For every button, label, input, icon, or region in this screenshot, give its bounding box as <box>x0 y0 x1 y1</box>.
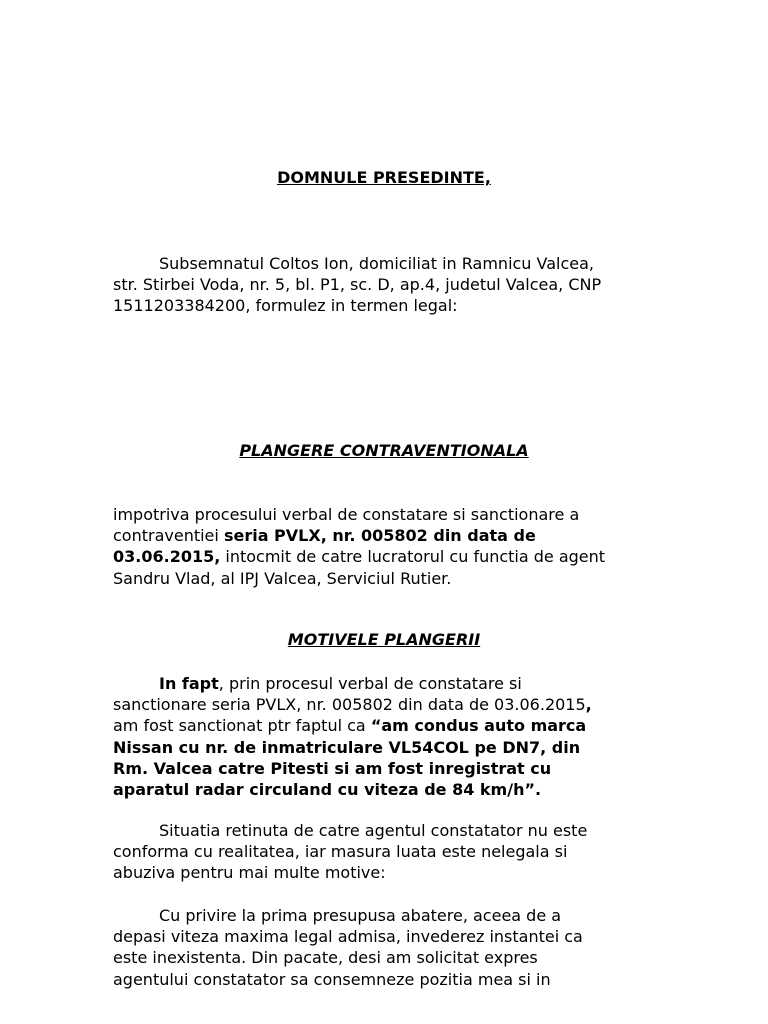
intro-paragraph <box>113 253 673 317</box>
report-series-number: seria PVLX, nr. 005802 din data de <box>223 526 536 546</box>
first-offense-paragraph <box>113 905 673 990</box>
fact-line-2 <box>113 694 673 715</box>
fact-line-5: Rm. Valcea catre Pitesti si am fost inregistrat cu <box>113 758 552 778</box>
situation-line-3: abuziva pentru mai multe motive: <box>113 863 386 883</box>
against-line-2 <box>113 525 673 546</box>
against-line-2-text: contraventiei <box>113 526 224 546</box>
fact-line-4: Nissan cu nr. de inmatriculare VL54COL pe DN7, din <box>113 737 581 757</box>
against-line-3 <box>113 546 673 567</box>
against-line-4: Sandru Vlad, al IPJ Valcea, Serviciul Rutier. <box>113 568 452 588</box>
motives-title: MOTIVELE PLANGERII <box>287 630 481 649</box>
fact-line-2-comma: , <box>585 695 592 715</box>
salutation-heading: DOMNULE PRESEDINTE, <box>277 168 491 187</box>
situation-line-1: Situatia retinuta de catre agentul constatator nu este <box>159 821 588 840</box>
report-date: 03.06.2015, <box>113 547 221 567</box>
first-line-3: este inexistenta. Din pacate, desi am solicitat expres <box>113 948 538 968</box>
first-line-4: agentului constatator sa consemneze pozitia mea si in <box>113 969 551 989</box>
fact-lead: In fapt <box>159 674 219 693</box>
quote-start: “am condus auto marca <box>370 716 587 736</box>
first-line-1: Cu privire la prima presupusa abatere, aceea de a <box>159 906 562 925</box>
complaint-title: PLANGERE CONTRAVENTIONALA <box>239 441 529 460</box>
situation-line-2: conforma cu realitatea, iar masura luata este nelegala si <box>113 842 568 862</box>
first-line-2: depasi viteza maxima legal admisa, invederez instantei ca <box>113 927 583 947</box>
fact-line-1-text: , prin procesul verbal de constatare si <box>218 674 522 693</box>
fact-line-6: aparatul radar circuland cu viteza de 84 km/h”. <box>113 780 542 800</box>
situation-paragraph <box>113 820 673 884</box>
intro-line-3: 1511203384200, formulez in termen legal: <box>113 296 458 316</box>
intro-line-1: Subsemnatul Coltos Ion, domiciliat in Ramnicu Valcea, <box>159 254 595 273</box>
fact-line-3-text: am fost sanctionat ptr faptul ca <box>113 716 371 736</box>
against-paragraph <box>113 504 673 589</box>
fact-line-3 <box>113 715 673 736</box>
against-line-1: impotriva procesului verbal de constatare si sanctionare a <box>113 505 580 524</box>
against-line-3-text: intocmit de catre lucratorul cu functia de agent <box>220 547 606 567</box>
fact-line-2-text: sanctionare seria PVLX, nr. 005802 din data de 03.06.2015 <box>113 695 586 715</box>
fact-line-1 <box>113 673 673 694</box>
fact-paragraph <box>113 673 673 800</box>
intro-line-2: str. Stirbei Voda, nr. 5, bl. P1, sc. D, ap.4, judetul Valcea, CNP <box>113 275 602 295</box>
